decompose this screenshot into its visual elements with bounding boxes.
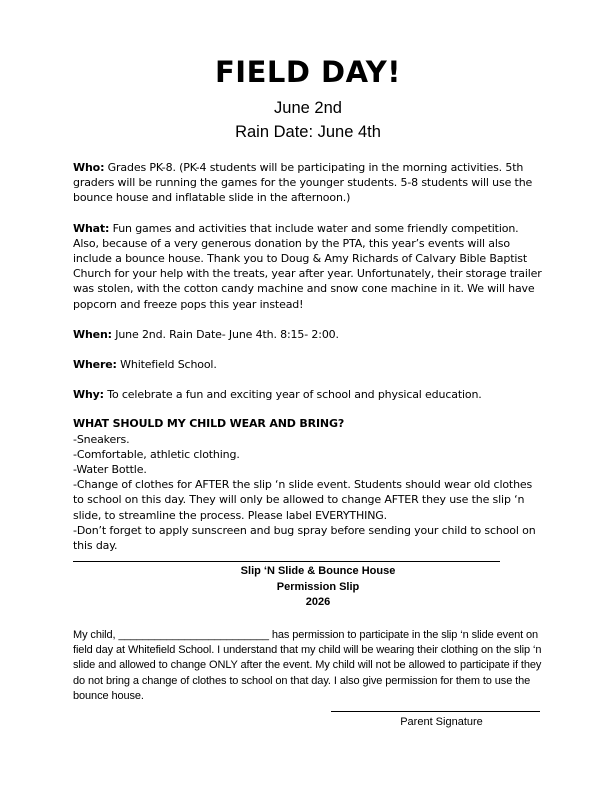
what-paragraph: [73, 221, 543, 312]
slip-title: Slip ‘N Slide & Bounce House: [240, 565, 396, 578]
why-label: Why:: [73, 388, 104, 402]
wear-list: [73, 432, 543, 554]
cut-line-divider: [73, 561, 500, 562]
who-paragraph: [73, 160, 543, 206]
who-text: Grades PK-8. (PK-4 students will be participating in the morning activities. 5th graders will be running the games for the younger students. 5-8 students will use the bounce house and inflatable slide in the afternoon.): [73, 161, 533, 205]
where-paragraph: [73, 357, 543, 372]
event-date: June 2nd: [274, 99, 342, 117]
when-label: When:: [73, 327, 112, 341]
slip-subtitle: Permission Slip: [276, 580, 360, 593]
wear-heading: WHAT SHOULD MY CHILD WEAR AND BRING?: [73, 417, 345, 431]
flyer-page: [73, 50, 543, 704]
list-item: -Water Bottle.: [73, 463, 147, 477]
why-paragraph: [73, 387, 543, 402]
what-text: Fun games and activities that include water and some friendly competition. Also, because of a very generous donation by the PTA, this year’s events will also include a bounce house. Thank you to Doug & Amy Richards of Calvary Bible Baptist Church for your help with the treats, year after year. Unfortunately, their storage trailer was stolen, with the cotton candy machine and snow cone machine in it. We will have popcorn and freeze pops this year instead!: [73, 221, 542, 311]
where-text: Whitefield School.: [116, 358, 217, 372]
signature-line: [331, 711, 540, 712]
signature-label: Parent Signature: [400, 716, 483, 728]
when-paragraph: [73, 327, 543, 342]
when-text: June 2nd. Rain Date- June 4th. 8:15- 2:00.: [111, 327, 339, 341]
list-item: -Don’t forget to apply sunscreen and bug spray before sending your child to school on this day.: [73, 523, 536, 553]
list-item: -Comfortable, athletic clothing.: [73, 447, 240, 461]
who-label: Who:: [73, 161, 105, 174]
where-label: Where:: [73, 358, 117, 372]
list-item: -Sneakers.: [73, 432, 130, 446]
what-label: What:: [73, 221, 110, 235]
list-item: -Change of clothes for AFTER the slip ‘n slide event. Students should wear old clothes to school on this day. They will only be allowed to change AFTER they use the slip ‘n slide, to streamline the process. Please label EVERYTHING.: [73, 478, 533, 522]
permission-text: My child, _________________________ has permission to participate in the slip ‘n slide event on field day at Whitefield School. I understand that my child will be wearing their clothing on the slip ‘n slide and allowed to change ONLY after the event. My child will not be allowed to participate if they do not bring a change of clothes to school on that day. I also give permission for them to use the bounce house.: [73, 628, 542, 702]
slip-year: 2026: [305, 596, 331, 609]
rain-date: Rain Date: June 4th: [235, 123, 381, 141]
page-title: FIELD DAY!: [214, 55, 402, 89]
why-text: To celebrate a fun and exciting year of school and physical education.: [103, 388, 482, 402]
